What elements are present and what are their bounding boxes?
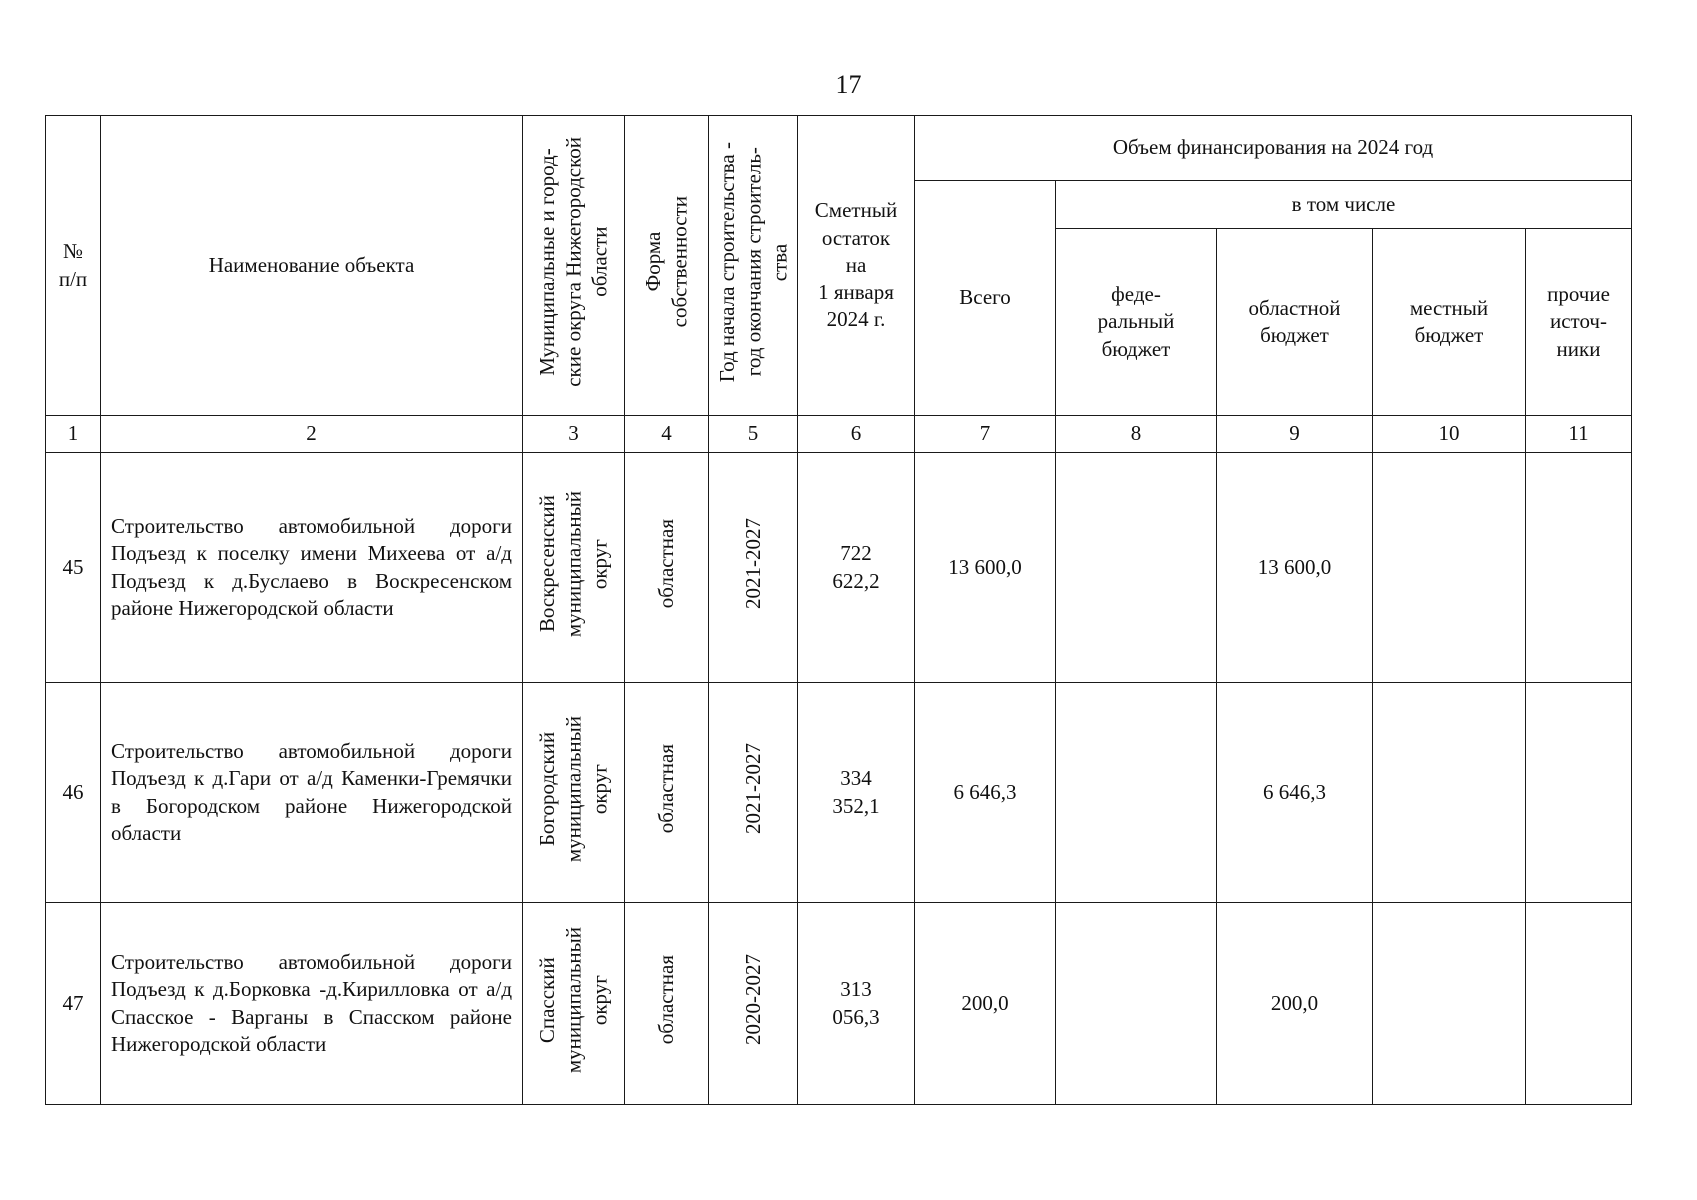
row-years: 2020-2027 — [709, 903, 798, 1105]
header-total: Всего — [915, 181, 1056, 416]
row-other — [1526, 453, 1632, 683]
header-row-top — [46, 116, 1632, 181]
row-municipality: Богородский муниципальный округ — [523, 683, 625, 903]
row-other — [1526, 683, 1632, 903]
row-num: 45 — [46, 453, 101, 683]
table-row — [46, 453, 1632, 683]
column-number: 9 — [1217, 416, 1373, 453]
row-ownership: областная — [625, 903, 709, 1105]
row-years: 2021-2027 — [709, 683, 798, 903]
table-row — [46, 683, 1632, 903]
column-number: 7 — [915, 416, 1056, 453]
header-local: местный бюджет — [1373, 229, 1526, 416]
row-total: 200,0 — [915, 903, 1056, 1105]
header-years: Год начала строительства - год окончания строитель- ства — [709, 116, 798, 416]
row-regional: 200,0 — [1217, 903, 1373, 1105]
row-ownership: областная — [625, 453, 709, 683]
row-total: 6 646,3 — [915, 683, 1056, 903]
table-row — [46, 903, 1632, 1105]
header-financing-title: Объем финансирования на 2024 год — [915, 116, 1632, 181]
column-number: 11 — [1526, 416, 1632, 453]
row-federal — [1056, 453, 1217, 683]
row-total: 13 600,0 — [915, 453, 1056, 683]
row-years: 2021-2027 — [709, 453, 798, 683]
header-including: в том числе — [1056, 181, 1632, 229]
row-local — [1373, 683, 1526, 903]
column-number: 6 — [798, 416, 915, 453]
row-federal — [1056, 683, 1217, 903]
column-number: 8 — [1056, 416, 1217, 453]
header-ownership: Форма собственности — [625, 116, 709, 416]
row-estimate: 722 622,2 — [798, 453, 915, 683]
row-ownership: областная — [625, 683, 709, 903]
column-number: 3 — [523, 416, 625, 453]
header-municipality: Муниципальные и город- ские округа Нижегородской области — [523, 116, 625, 416]
header-estimate: Сметный остаток на 1 января 2024 г. — [798, 116, 915, 416]
object-name: Строительство автомобильной дороги Подъезд к поселку имени Михеева от а/д Подъезд к д.Буслаево в Воскресенском районе Нижегородской области — [101, 453, 523, 683]
row-regional: 13 600,0 — [1217, 453, 1373, 683]
row-other — [1526, 903, 1632, 1105]
row-num: 46 — [46, 683, 101, 903]
row-estimate: 334 352,1 — [798, 683, 915, 903]
page-number: 17 — [835, 70, 862, 99]
row-municipality: Воскресенский муниципальный округ — [523, 453, 625, 683]
column-number: 1 — [46, 416, 101, 453]
header-name: Наименование объекта — [101, 116, 523, 416]
row-local — [1373, 453, 1526, 683]
row-local — [1373, 903, 1526, 1105]
financing-table — [45, 115, 1632, 1105]
row-federal — [1056, 903, 1217, 1105]
row-estimate: 313 056,3 — [798, 903, 915, 1105]
object-name: Строительство автомобильной дороги Подъезд к д.Борковка -д.Кирилловка от а/д Спасское - Варганы в Спасском районе Нижегородской области — [101, 903, 523, 1105]
row-municipality: Спасский муниципальный округ — [523, 903, 625, 1105]
object-name: Строительство автомобильной дороги Подъезд к д.Гари от а/д Каменки-Гремячки в Богородском районе Нижегородской области — [101, 683, 523, 903]
header-federal: феде- ральный бюджет — [1056, 229, 1217, 416]
row-num: 47 — [46, 903, 101, 1105]
header-num: № п/п — [46, 116, 101, 416]
header-other: прочие источ- ники — [1526, 229, 1632, 416]
row-regional: 6 646,3 — [1217, 683, 1373, 903]
header-regional: областной бюджет — [1217, 229, 1373, 416]
column-number: 4 — [625, 416, 709, 453]
column-number: 2 — [101, 416, 523, 453]
column-number: 5 — [709, 416, 798, 453]
column-number: 10 — [1373, 416, 1526, 453]
column-numbers-row — [46, 416, 1632, 453]
